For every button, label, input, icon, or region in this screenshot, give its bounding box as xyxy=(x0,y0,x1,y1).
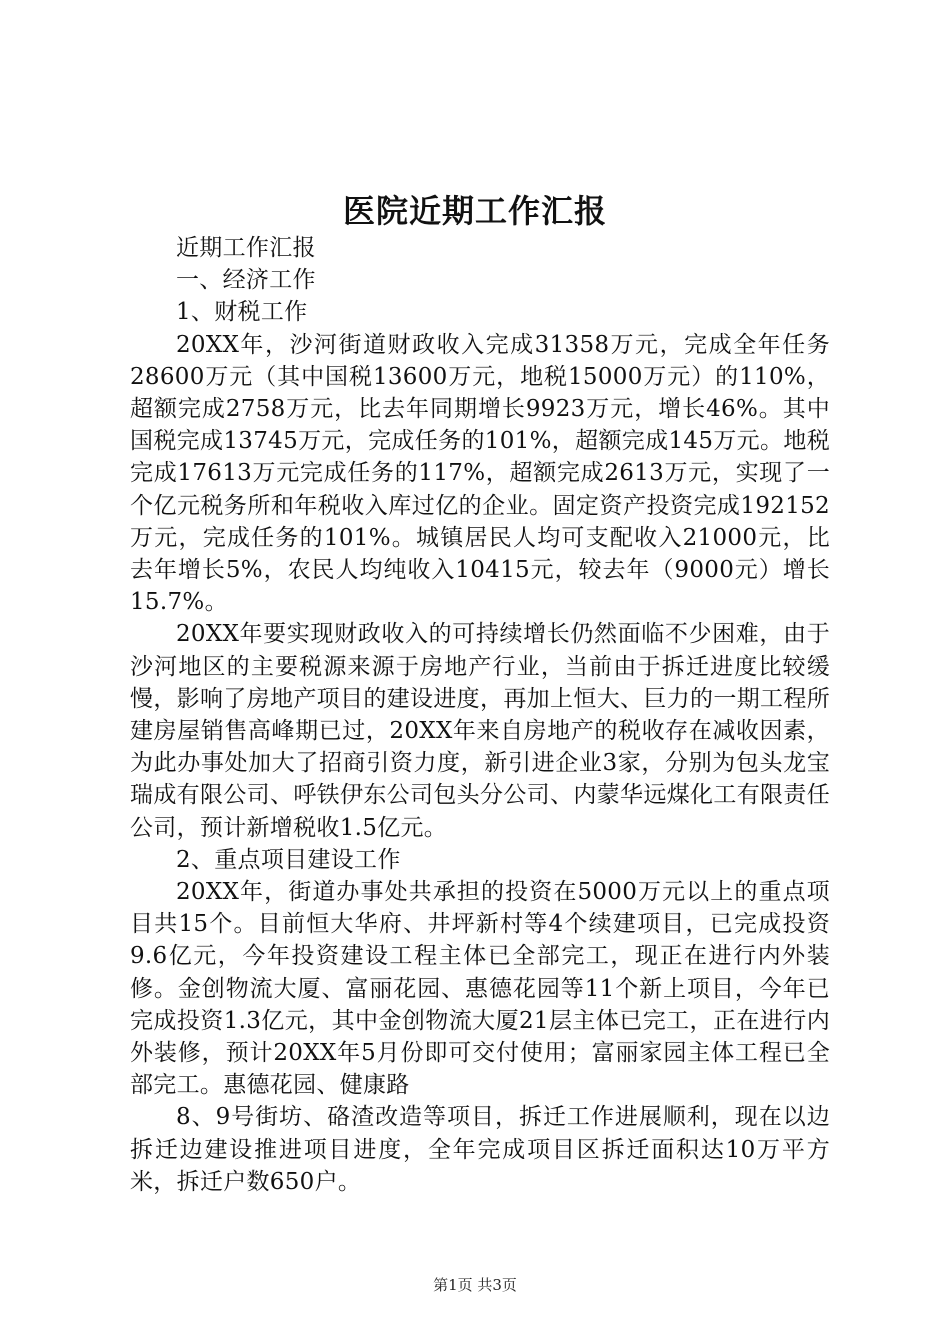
document-body xyxy=(130,232,830,1198)
paragraph-finance-summary: 20XX年，沙河街道财政收入完成31358万元，完成全年任务28600万元（其中国税13600万元，地税15000万元）的110%，超额完成2758万元，比去年同期增长9923万元，增长46%。其中国税完成13745万元，完成任务的101%，超额完成145万元。地税完成17613万元完成任务的117%，超额完成2613万元，实现了一个亿元税务所和年税收入库过亿的企业。固定资产投资完成192152万元，完成任务的101%。城镇居民人均可支配收入21000元，比去年增长5%，农民人均纯收入10415元，较去年（9000元）增长15.7%。 xyxy=(130,331,830,616)
paragraph-key-projects: 20XX年，街道办事处共承担的投资在5000万元以上的重点项目共15个。目前恒大华府、井坪新村等4个续建项目，已完成投资9.6亿元，今年投资建设工程主体已全部完工，现正在进行内外装修。金创物流大厦、富丽花园、惠德花园等11个新上项目，今年已完成投资1.3亿元，其中金创物流大厦21层主体已完工，正在进行内外装修，预计20XX年5月份即可交付使用；富丽家园主体工程已全部完工。惠德花园、健康路 xyxy=(130,879,830,1099)
heading-economic-work: 一、经济工作 xyxy=(176,267,316,294)
heading-key-projects: 2、重点项目建设工作 xyxy=(176,846,401,873)
heading-finance-tax: 1、财税工作 xyxy=(176,299,308,326)
paragraph-finance-challenges: 20XX年要实现财政收入的可持续增长仍然面临不少困难，由于沙河地区的主要税源来源于房地产行业，当前由于拆迁进度比较缓慢，影响了房地产项目的建设进度，再加上恒大、巨力的一期工程所建房屋销售高峰期已过，20XX年来自房地产的税收存在减收因素，为此办事处加大了招商引资力度，新引进企业3家，分别为包头龙宝瑞成有限公司、呼铁伊东公司包头分公司、内蒙华远煤化工有限责任公司，预计新增税收1.5亿元。 xyxy=(130,621,830,841)
page-footer: 第1页 共3页 xyxy=(433,1276,517,1294)
heading-report: 近期工作汇报 xyxy=(176,235,316,261)
document-title: 医院近期工作汇报 xyxy=(342,192,607,230)
paragraph-demolition: 8、9号街坊、硌渣改造等项目，拆迁工作进展顺利，现在以边拆迁边建设推进项目进度，全年完成项目区拆迁面积达10万平方米，拆迁户数650户。 xyxy=(130,1104,830,1195)
